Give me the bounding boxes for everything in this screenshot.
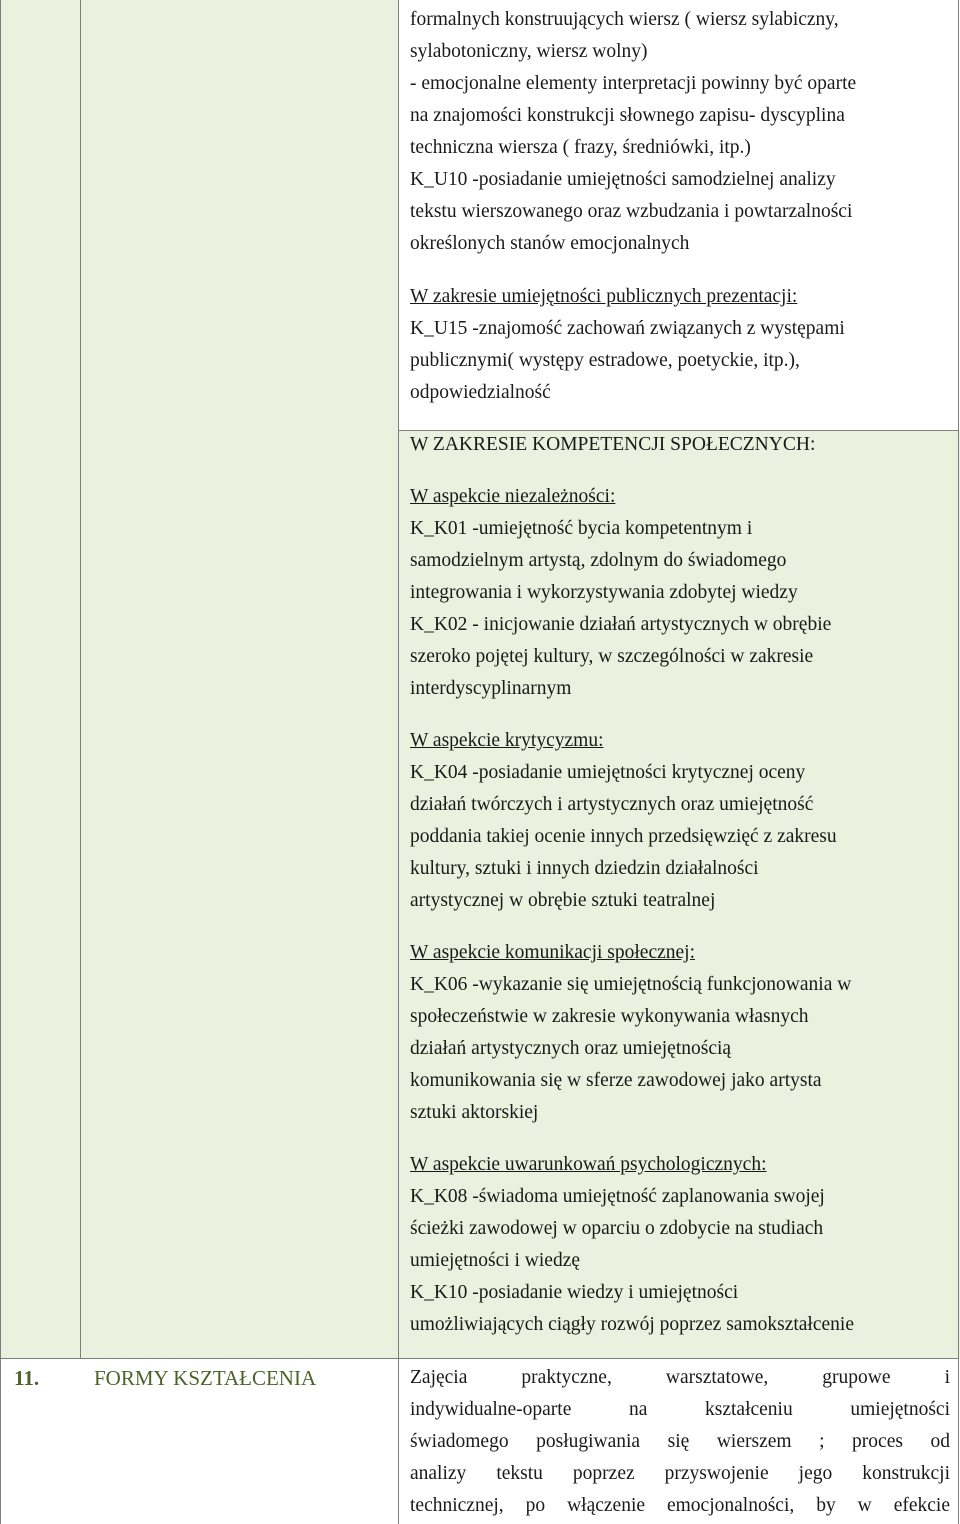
table-border: [80, 0, 81, 1358]
table-border: [0, 0, 1, 1524]
presentation-block: [410, 281, 950, 409]
communication-code: K_K06: [410, 974, 468, 995]
text-line: K_U10 -posiadanie umiejętności samodzielnej analizy: [410, 169, 836, 190]
table-cell-number-column: [0, 0, 80, 1358]
text-line: działań artystycznych oraz umiejętnością: [410, 1038, 732, 1059]
presentation-heading: W zakresie umiejętności publicznych prezentacji:: [410, 286, 798, 307]
text-line: analizy tekstu poprzez przyswojenie jego konstrukcji: [410, 1463, 950, 1484]
independence-block: [410, 481, 950, 705]
text-line: publicznymi( występy estradowe, poetyckie, itp.),: [410, 350, 800, 371]
text-line: odpowiedzialność: [410, 382, 551, 403]
text-line: umożliwiających ciągły rozwój poprzez samokształcenie: [410, 1314, 854, 1335]
text-line: samodzielnym artystą, zdolnym do świadomego: [410, 550, 787, 571]
text-line: poddania takiej ocenie innych przedsięwzięć z zakresu: [410, 826, 837, 847]
text-line: K_K10 -posiadanie wiedzy i umiejętności: [410, 1282, 739, 1303]
text-line: tekstu wierszowanego oraz wzbudzania i powtarzalności: [410, 201, 853, 222]
communication-heading: W aspekcie komunikacji społecznej:: [410, 942, 695, 963]
critique-block: [410, 725, 950, 917]
text-line: artystycznej w obrębie sztuki teatralnej: [410, 890, 716, 911]
text-line: indywidualne-oparte na kształceniu umiejętności: [410, 1399, 950, 1420]
text-line: Zajęcia praktyczne, warsztatowe, grupowe i: [410, 1367, 950, 1388]
critique-heading: W aspekcie krytycyzmu:: [410, 730, 604, 751]
text-line: sztuki aktorskiej: [410, 1102, 539, 1123]
table-cell-title-column: [80, 0, 398, 1358]
table-border: [958, 0, 959, 1524]
text-line: formalnych konstruujących wiersz ( wiersz sylabiczny,: [410, 9, 839, 30]
psych-block: [410, 1149, 950, 1341]
text-line: na znajomości konstrukcji słownego zapisu- dyscyplina: [410, 105, 845, 126]
text-line: określonych stanów emocjonalnych: [410, 233, 690, 254]
text-line: - emocjonalne elementy interpretacji powinny być oparte: [410, 73, 857, 94]
text-line: K_U15 -znajomość zachowań związanych z występami: [410, 318, 845, 339]
text-line: społeczeństwie w zakresie wykonywania własnych: [410, 1006, 809, 1027]
text-line: K_K01 -umiejętność bycia kompetentnym i: [410, 518, 753, 539]
text-line: interdyscyplinarnym: [410, 678, 572, 699]
psych-heading: W aspekcie uwarunkowań psychologicznych:: [410, 1154, 767, 1175]
text-line: sylabotoniczny, wiersz wolny): [410, 41, 648, 62]
text-line: integrowania i wykorzystywania zdobytej wiedzy: [410, 582, 798, 603]
communication-block: [410, 937, 950, 1129]
text-line: świadomego posługiwania się wierszem ; proces od: [410, 1431, 950, 1452]
forms-block: [410, 1362, 950, 1522]
section-number: 11.: [14, 1366, 40, 1390]
text-line: działań twórczych i artystycznych oraz umiejętność: [410, 794, 814, 815]
competence-heading-block: [410, 429, 950, 461]
text-line: [410, 969, 950, 1001]
table-border: [398, 0, 399, 1524]
text-line: szeroko pojętej kultury, w szczególności w zakresie: [410, 646, 814, 667]
independence-heading: W aspekcie niezależności:: [410, 486, 616, 507]
section-title: FORMY KSZTAŁCENIA: [94, 1366, 317, 1390]
text-line: umiejętności i wiedzę: [410, 1250, 581, 1271]
table-border: [0, 1358, 959, 1359]
text-line: technicznej, po włączenie emocjonalności, by w efekcie: [410, 1495, 950, 1516]
text-line: techniczna wiersza ( frazy, średniówki, itp.): [410, 137, 751, 158]
text-line: K_K04 -posiadanie umiejętności krytycznej oceny: [410, 762, 806, 783]
text-line: komunikowania się w sferze zawodowej jako artysta: [410, 1070, 822, 1091]
competence-heading: W ZAKRESIE KOMPETENCJI SPOŁECZNYCH:: [410, 434, 816, 455]
skills-block: [410, 4, 950, 260]
text-line: K_K08 -świadoma umiejętność zaplanowania swojej: [410, 1186, 825, 1207]
text-line: ścieżki zawodowej w oparciu o zdobycie na studiach: [410, 1218, 824, 1239]
text-line: K_K02 - inicjowanie działań artystycznych w obrębie: [410, 614, 832, 635]
text-line: kultury, sztuki i innych dziedzin działalności: [410, 858, 759, 879]
communication-first-line: -wykazanie się umiejętnością funkcjonowania w: [467, 974, 852, 995]
